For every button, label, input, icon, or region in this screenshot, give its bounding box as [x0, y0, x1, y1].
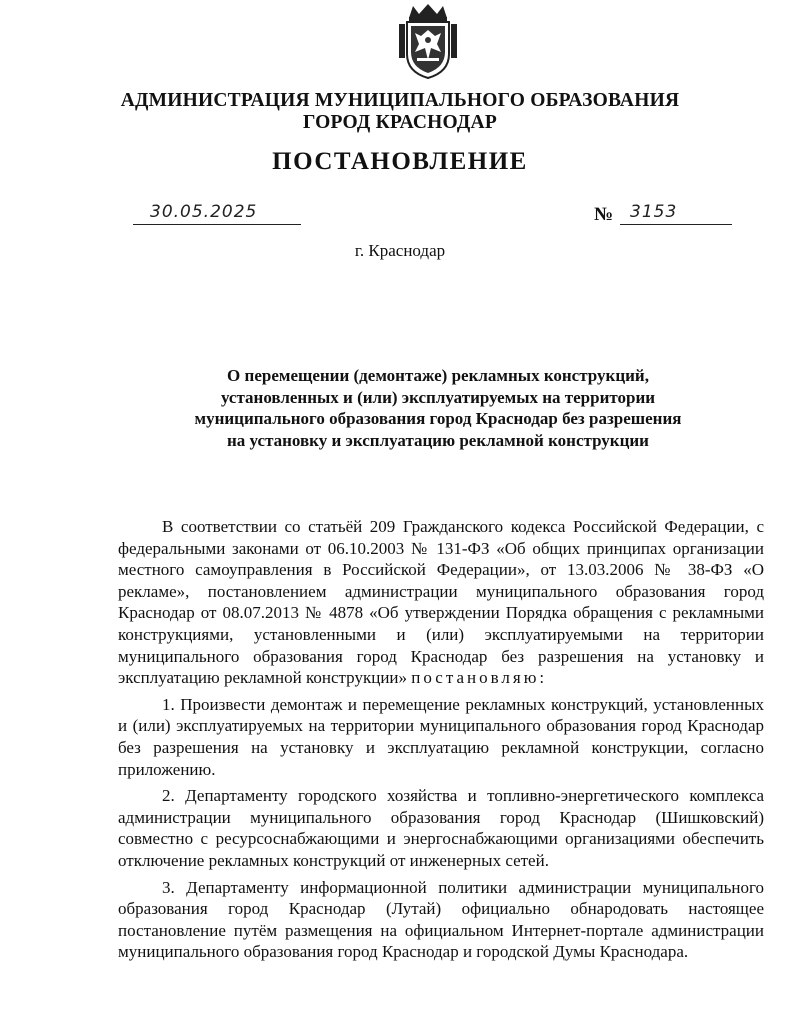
resolve-word: постановляю:	[411, 668, 548, 688]
city: г. Краснодар	[354, 241, 446, 260]
document-body	[118, 516, 764, 968]
coat-of-arms-emblem	[395, 2, 461, 80]
date-underline	[133, 224, 301, 225]
document-type: ПОСТАНОВЛЕНИЕ	[272, 148, 528, 175]
org-line-2: ГОРОД КРАСНОДАР	[303, 112, 497, 133]
number-underline	[620, 224, 732, 225]
subject-line-2: установленных и (или) эксплуатируемых на территории	[220, 387, 656, 407]
preamble-text: В соответствии со статьёй 209 Гражданского кодекса Российской Федерации, с федеральными законами от 06.10.2003 № 131-ФЗ «Об общих принципах организации местного самоуправления в Российской Федерации», от 13.03.2006 № 38-ФЗ «О рекламе», постановлением администрации муниципального образования город Краснодар от 08.07.2013 № 4878 «Об утверждении Порядка обращения с рекламными конструкциями, установленными и (или) эксплуатируемыми на территории муниципального образования город Краснодар без разрешения на установку и эксплуатацию рекламной конструкции»	[118, 517, 764, 688]
number-label: №	[594, 204, 614, 225]
document-number: 3153	[630, 202, 678, 222]
item-3: 3. Департаменту информационной политики администрации муниципального образования город Краснодар (Лутай) официально обнародовать настоящее постановление путём размещения на официальном Интернет-портале администрации муниципального образования город Краснодар и городской Думы Краснодара.	[118, 877, 764, 962]
subject-line-1: О перемещении (демонтаже) рекламных конструкций,	[227, 366, 649, 385]
subject-line-4: на установку и эксплуатацию рекламной конструкции	[227, 430, 649, 450]
subject-line-3: муниципального образования город Краснодар без разрешения	[194, 409, 682, 428]
preamble-paragraph	[118, 516, 764, 689]
org-line-1: АДМИНИСТРАЦИЯ МУНИЦИПАЛЬНОГО ОБРАЗОВАНИЯ	[120, 90, 680, 111]
item-2: 2. Департаменту городского хозяйства и топливно-энергетического комплекса администрации муниципального образования город Краснодар (Шишковский) совместно с ресурсоснабжающими и энергоснабжающими организациями обеспечить отключение рекламных конструкций от инженерных сетей.	[118, 786, 764, 870]
organization-title	[0, 90, 800, 134]
document-date: 30.05.2025	[150, 202, 258, 222]
item-1: 1. Произвести демонтаж и перемещение рекламных конструкций, установленных и (или) эксплуатируемых на территории муниципального образования город Краснодар без разрешения на установку и эксплуатацию рекламной конструкции, согласно приложению.	[118, 694, 764, 779]
document-subject	[140, 365, 736, 451]
